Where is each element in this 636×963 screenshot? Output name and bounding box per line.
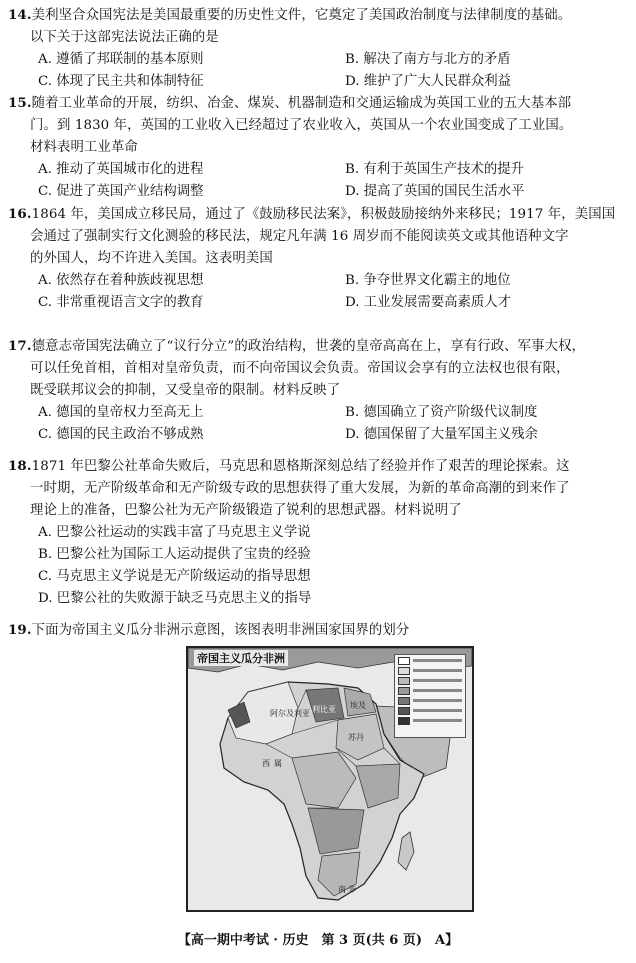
map-label-south: 南 [338, 885, 346, 894]
option-d[interactable]: D. 提高了英国的国民生活水平 [345, 184, 525, 199]
question-stem-line: 美利坚合众国宪法是美国最重要的历史性文件，它奠定了美国政治制度与法律制度的基础。 [31, 8, 572, 23]
question-stem-line: 一时期，无产阶级革命和无产阶级专政的思想获得了重大发展，为新的革命高潮的到来作了 [30, 481, 570, 496]
question-stem-line: 可以任免首相，首相对皇帝负责，而不向帝国议会负责。帝国议会享有的立法权也很有限， [30, 361, 570, 376]
question-stem-line: 1871 年巴黎公社革命失败后，马克思和恩格斯深刻总结了经验并作了艰苦的理论探索。这 [31, 459, 570, 474]
question-stem-line: 既受联邦议会的抑制，又受皇帝的限制。材料反映了 [30, 383, 341, 398]
question-stem-line: 理论上的准备，巴黎公社为无产阶级锻造了锐利的思想武器。材料说明了 [30, 503, 462, 518]
question-stem-line: 以下关于这部宪法说法正确的是 [30, 30, 219, 45]
map-label-africa: 非 [348, 885, 356, 894]
question-18 [8, 455, 628, 610]
option-a[interactable]: A. 依然存在着种族歧视思想 [38, 273, 204, 288]
option-a[interactable]: A. 巴黎公社运动的实践丰富了马克思主义学说 [38, 525, 311, 540]
option-b[interactable]: B. 有利于英国生产技术的提升 [345, 162, 525, 177]
page-footer: 【高一期中考试 · 历史 第 3 页(共 6 页) A】 [177, 933, 459, 948]
question-stem-line: 下面为帝国主义瓜分非洲示意图，该图表明非洲国家国界的划分 [31, 623, 410, 638]
option-c[interactable]: C. 德国的民主政治不够成熟 [38, 427, 204, 442]
map-label-shu: 属 [274, 759, 282, 768]
question-17 [8, 335, 628, 446]
question-stem-line: 的外国人，均不许进入美国。这表明美国 [30, 251, 273, 266]
option-b[interactable]: B. 争夺世界文化霸主的地位 [345, 273, 511, 288]
option-a[interactable]: A. 推动了英国城市化的进程 [38, 162, 204, 177]
option-a[interactable]: A. 遵循了邦联制的基本原则 [38, 52, 204, 67]
question-number: 15. [8, 95, 32, 111]
option-d[interactable]: D. 工业发展需要高素质人才 [345, 295, 512, 310]
map-label-algeria: 阿尔及利亚 [270, 709, 310, 718]
question-14 [8, 4, 628, 93]
option-d[interactable]: D. 维护了广大人民群众利益 [345, 74, 512, 89]
map-label-libya: 利比亚 [312, 705, 336, 714]
map-title: 帝国主义瓜分非洲 [194, 650, 288, 666]
question-stem-line: 材料表明工业革命 [30, 140, 138, 155]
africa-partition-map [186, 646, 474, 912]
option-a[interactable]: A. 德国的皇帝权力至高无上 [38, 405, 204, 420]
option-b[interactable]: B. 德国确立了资产阶级代议制度 [345, 405, 538, 420]
map-label-sudan: 苏丹 [348, 733, 364, 742]
option-c[interactable]: C. 体现了民主共和体制特征 [38, 74, 204, 89]
option-c[interactable]: C. 促进了英国产业结构调整 [38, 184, 204, 199]
question-16 [8, 203, 628, 314]
question-stem-line: 会通过了强制实行文化测验的移民法，规定凡年满 16 周岁而不能阅读英文或其他语种文字 [30, 229, 569, 244]
option-b[interactable]: B. 巴黎公社为国际工人运动提供了宝贵的经验 [38, 547, 311, 562]
map-legend [394, 654, 466, 738]
option-b[interactable]: B. 解决了南方与北方的矛盾 [345, 52, 511, 67]
option-d[interactable]: D. 巴黎公社的失败源于缺乏马克思主义的指导 [38, 591, 312, 606]
question-number: 18. [8, 458, 32, 474]
question-stem-line: 随着工业革命的开展，纺织、冶金、煤炭、机器制造和交通运输成为英国工业的五大基本部 [31, 96, 572, 111]
question-stem-line: 门。到 1830 年，英国的工业收入已经超过了农业收入，英国从一个农业国变成了工业国。 [30, 118, 573, 133]
question-number: 16. [8, 206, 32, 222]
question-stem-line: 德意志帝国宪法确立了“议行分立”的政治结构，世袭的皇帝高高在上，享有行政、军事大权， [31, 339, 586, 354]
question-15 [8, 92, 628, 203]
option-d[interactable]: D. 德国保留了大量军国主义残余 [345, 427, 538, 442]
map-label-west: 西 [262, 759, 270, 768]
question-19 [8, 619, 628, 642]
question-number: 19. [8, 622, 32, 638]
map-label-egypt: 埃及 [350, 701, 366, 710]
option-c[interactable]: C. 马克思主义学说是无产阶级运动的指导思想 [38, 569, 311, 584]
question-number: 14. [8, 7, 32, 23]
question-number: 17. [8, 338, 32, 354]
question-stem-line: 1864 年，美国成立移民局，通过了《鼓励移民法案》，积极鼓励接纳外来移民；1917 年，美国国 [31, 207, 616, 222]
option-c[interactable]: C. 非常重视语言文字的教育 [38, 295, 204, 310]
